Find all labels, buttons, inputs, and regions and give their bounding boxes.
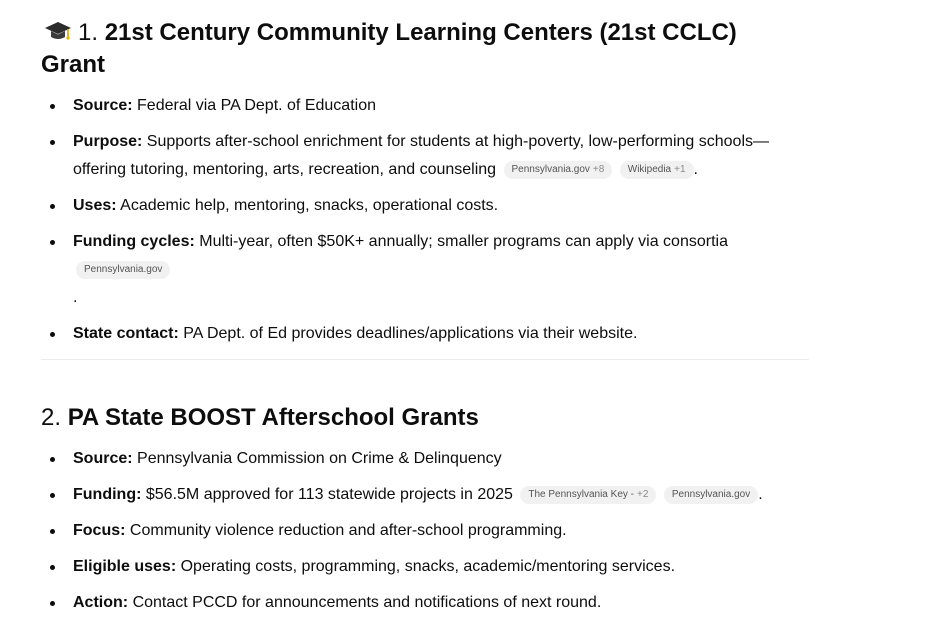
section-2-title: PA State BOOST Afterschool Grants	[67, 404, 479, 431]
citation-chip[interactable]: Pennsylvania.gov	[664, 486, 758, 504]
list-item: Funding: $56.5M approved for 113 statewide projects in 2025 The Pennsylvania Key - +2 Pennsylvania.gov .	[41, 481, 821, 509]
section-1-title: 21st Century Community Learning Centers (21st CCLC) Grant	[41, 19, 737, 78]
list-item: Action: Contact PCCD for announcements and notifications of next round.	[41, 589, 821, 617]
citation-chip[interactable]: Pennsylvania.gov	[76, 261, 170, 279]
list-item: Focus: Community violence reduction and after-school programming.	[41, 517, 821, 545]
citation-chip[interactable]: Pennsylvania.gov +8	[504, 161, 613, 179]
list-item: Source: Pennsylvania Commission on Crime & Delinquency	[41, 445, 821, 473]
section-2-list	[41, 445, 821, 625]
section-1-number: 1.	[78, 19, 99, 46]
graduation-cap-icon	[44, 17, 72, 45]
list-item: Purpose: Supports after-school enrichment for students at high-poverty, low-performing schools—offering tutoring, mentoring, arts, recreation, and counseling Pennsylvania.gov +8 Wikipedia +1 .	[41, 128, 821, 184]
section-divider	[41, 359, 809, 360]
citation-chip[interactable]: The Pennsylvania Key - +2	[520, 486, 656, 504]
citation-chip[interactable]: Wikipedia +1	[620, 161, 694, 179]
section-2-number: 2.	[41, 404, 62, 431]
section-1-list	[41, 92, 821, 356]
list-item: Source: Federal via PA Dept. of Education	[41, 92, 821, 120]
section-2-heading	[41, 402, 781, 434]
list-item: Funding cycles: Multi-year, often $50K+ annually; smaller programs can apply via consortia Pennsylvania.gov .	[41, 228, 821, 312]
section-1-heading	[41, 17, 781, 81]
list-item: State contact: PA Dept. of Ed provides deadlines/applications via their website.	[41, 320, 821, 348]
list-item: Uses: Academic help, mentoring, snacks, operational costs.	[41, 192, 821, 220]
list-item: Eligible uses: Operating costs, programming, snacks, academic/mentoring services.	[41, 553, 821, 581]
